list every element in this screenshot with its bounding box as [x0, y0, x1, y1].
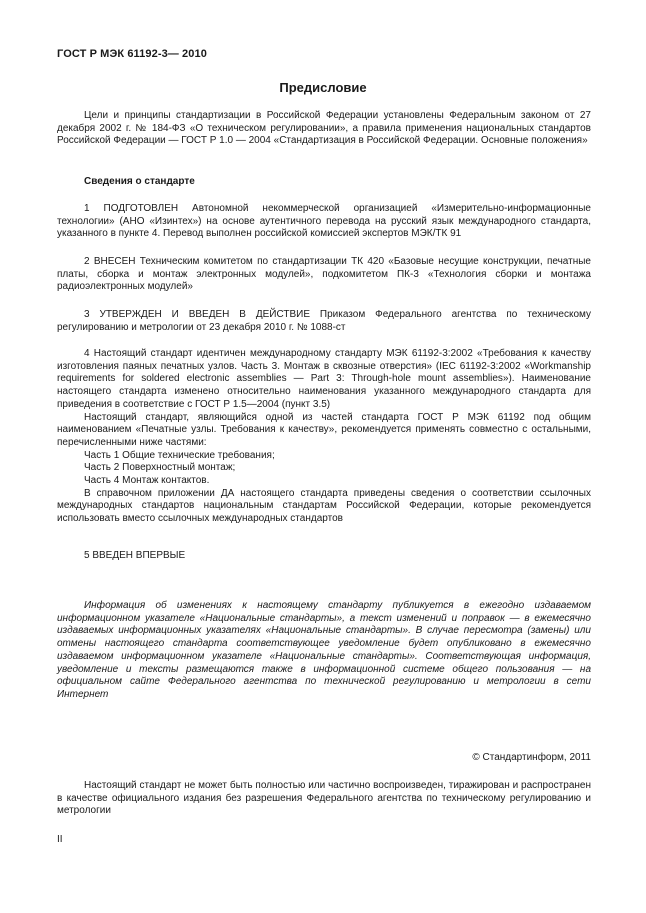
item-5-block	[57, 550, 591, 563]
info-note-paragraph: Информация об изменениях к настоящему стандарту публикуется в ежегодно издаваемом информационном указателе «Национальные стандарты», а текст изменений и поправок — в ежемесячно издаваемых информационных указателях «Национальные стандарты». В случае пересмотра (замены) или отмены настоящего стандарта соответствующее уведомление будет опубликовано в ежемесячно издаваемом информационном указателе «Национальные стандарты». Соответствующая информация, уведомление и тексты размещаются также в информационной системе общего пользования — на официальном сайте Федерального агентства по технической регулированию и метрологии в сети Интернет	[57, 600, 591, 700]
item-4-paragraph-c: В справочном приложении ДА настоящего стандарта приведены сведения о соответствии ссылочных международных стандартов национальным стандартам Российской Федерации, которые рекомендуется использовать вместо ссылочных международных стандартов	[57, 487, 591, 525]
item-4-block	[57, 348, 591, 526]
item-4-paragraph-b: Настоящий стандарт, являющийся одной из частей стандарта ГОСТ Р МЭК 61192 под общим наименованием «Печатные узлы. Требования к качеству», рекомендуется применять совместно с остальными, перечисленными ниже частями:	[57, 411, 591, 448]
item-2-block	[57, 256, 591, 294]
item-1-paragraph: 1 ПОДГОТОВЛЕН Автономной некоммерческой организацией «Измерительно-информационные технологии» (АНО «Изинтех») на основе аутентичного перевода на русский язык международного стандарта, указанного в пункте 4. Перевод выполнен российской комиссией экспертов МЭК/ТК 91	[57, 203, 591, 240]
item-1-block	[57, 203, 591, 241]
rights-paragraph: Настоящий стандарт не может быть полностью или частично воспроизведен, тиражирован и распространен в качестве официального издания без разрешения Федерального агентства по техническому регулированию и метрологии	[57, 780, 591, 817]
part-1-line: Часть 1 Общие технические требования;	[84, 449, 275, 461]
item-3-paragraph: 3 УТВЕРЖДЕН И ВВЕДЕН В ДЕЙСТВИЕ Приказом Федерального агентства по техническому регулированию и метрологии от 23 декабря 2010 г. № 1088-ст	[57, 309, 591, 333]
document-header: ГОСТ Р МЭК 61192-3— 2010	[57, 48, 207, 60]
intro-block	[57, 110, 591, 148]
section-heading: Сведения о стандарте	[84, 176, 195, 187]
section-heading-block	[57, 176, 591, 189]
page-number: II	[57, 834, 63, 845]
item-5-paragraph: 5 ВВЕДЕН ВПЕРВЫЕ	[84, 550, 186, 561]
part-2-line: Часть 2 Поверхностный монтаж;	[84, 462, 236, 474]
item-3-block	[57, 309, 591, 334]
item-2-paragraph: 2 ВНЕСЕН Техническим комитетом по стандартизации ТК 420 «Базовые несущие конструкции, печатные платы, сборка и монтаж электронных модулей», подкомитетом ПК-3 «Технология сборки и монтажа радиоэлектронных модулей»	[57, 256, 591, 293]
rights-block	[57, 780, 591, 818]
part-4-line: Часть 4 Монтаж контактов.	[84, 475, 210, 487]
page-title: Предисловие	[279, 80, 367, 95]
info-note-block	[57, 600, 591, 702]
item-4-paragraph-a: 4 Настоящий стандарт идентичен международному стандарту МЭК 61192-3:2002 «Требования к качеству изготовления паяных печатных узлов. Часть 3. Монтаж в сквозные отверстия» (IEC 61192-3:2002 «Workmanship requirements for soldered electronic assemblies — Part 3: Through-hole mount assemblies»). Наименование настоящего стандарта изменено относительно наименования указанного международного стандарта для приведения в соответствие с ГОСТ Р 1.5—2004 (пункт 3.5)	[57, 348, 591, 410]
copyright-line: © Стандартинформ, 2011	[472, 752, 591, 763]
intro-paragraph: Цели и принципы стандартизации в Российской Федерации установлены Федеральным законом от 27 декабря 2002 г. № 184-ФЗ «О техническом регулировании», а правила применения национальных стандартов Российской Федерации — ГОСТ Р 1.0 — 2004 «Стандартизация в Российской Федерации. Основные положения»	[57, 110, 591, 147]
